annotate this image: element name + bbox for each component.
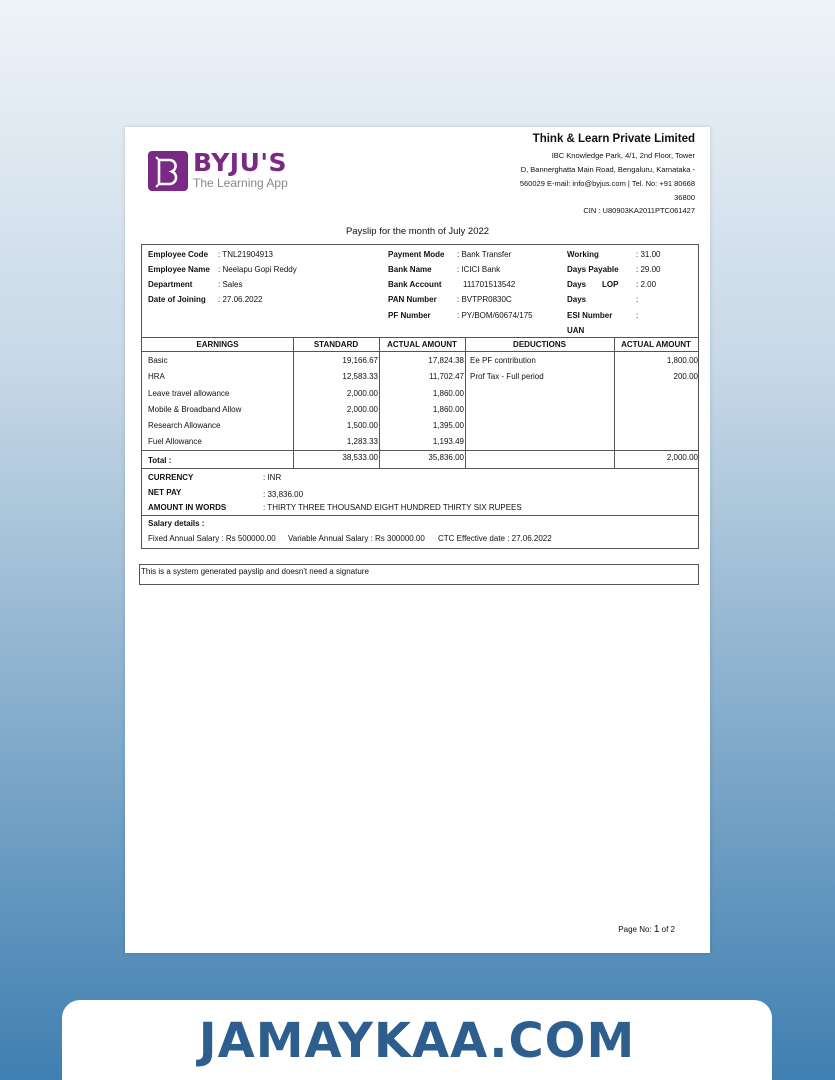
employee-code: : TNL21904913 (218, 250, 274, 259)
pay-summary (142, 469, 698, 549)
company-address-line: IBC Knowledge Park, 4/1, 2nd Floor, Tower (551, 151, 695, 160)
currency-label: CURRENCY (148, 473, 194, 482)
watermark-text: JAMAYKAA.COM (198, 1013, 636, 1069)
bank-name: : ICICI Bank (457, 265, 501, 274)
page-number (618, 924, 675, 935)
logo-tagline: The Learning App (193, 176, 288, 190)
earning-actual: 1,193.49 (432, 437, 464, 446)
total-actual: 35,836.00 (428, 453, 464, 462)
variable-salary: Variable Annual Salary : Rs 300000.00 (288, 534, 425, 543)
payable-days: : 29.00 (636, 265, 661, 274)
esi-label: ESI Number (567, 311, 613, 320)
total-label: Total : (148, 456, 172, 465)
header-deductions: DEDUCTIONS (513, 340, 566, 349)
working-label: Working (567, 250, 599, 259)
page-prefix: Page No: (618, 925, 654, 934)
company-details (485, 133, 695, 215)
earning-actual: 11,702.47 (429, 372, 464, 381)
header-ded-actual: ACTUAL AMOUNT (621, 340, 691, 349)
earning-standard: 1,283.33 (346, 437, 378, 446)
esi-number: : (636, 311, 639, 320)
pf-label: PF Number (388, 311, 431, 320)
deduction-name: Ee PF contribution (470, 356, 536, 365)
ctc-date: CTC Effective date : 27.06.2022 (438, 534, 552, 543)
watermark-banner (62, 1000, 772, 1080)
earning-name: Research Allowance (148, 421, 221, 430)
days-label: Days (567, 295, 587, 304)
earning-standard: 19,166.67 (342, 356, 378, 365)
bank-account: 111701513542 (463, 280, 516, 289)
company-address-line: D, Bannerghatta Main Road, Bengaluru, Karnataka - (520, 165, 695, 174)
earning-name: HRA (148, 372, 165, 381)
earning-standard: 12,583.33 (342, 372, 378, 381)
lop-label-b: LOP (602, 280, 619, 289)
header-actual: ACTUAL AMOUNT (387, 340, 457, 349)
system-note: This is a system generated payslip and doesn't need a signature (139, 564, 699, 585)
pan-number: : BVTPR0830C (457, 295, 512, 304)
amount-words: : THIRTY THREE THOUSAND EIGHT HUNDRED THIRTY SIX RUPEES (263, 503, 522, 512)
doj-label: Date of Joining (148, 295, 206, 304)
header-earnings: EARNINGS (196, 340, 239, 349)
company-name: Think & Learn Private Limited (532, 133, 695, 145)
bank-name-label: Bank Name (388, 265, 432, 274)
employee-info (142, 245, 698, 337)
company-address-line: 560029 E-mail: info@byjus.com | Tel. No: +91 80668 (519, 179, 695, 188)
fixed-salary: Fixed Annual Salary : Rs 500000.00 (148, 534, 276, 543)
bank-account-label: Bank Account (388, 280, 442, 289)
earning-name: Leave travel allowance (148, 389, 230, 398)
logo-name: BYJU'S (193, 148, 288, 177)
payslip-table (141, 244, 699, 549)
company-cin: CIN : U80903KA2011PTC061427 (583, 206, 695, 215)
pan-label: PAN Number (388, 295, 437, 304)
deduction-actual: 200.00 (673, 372, 698, 381)
salary-heading: Salary details : (148, 519, 205, 528)
earning-actual: 17,824.38 (428, 356, 464, 365)
net-pay-label: NET PAY (148, 488, 182, 497)
deduction-name: Prof Tax - Full period (470, 372, 544, 381)
byjus-logo-icon (148, 151, 188, 191)
page-current: 1 (653, 924, 660, 935)
uan-label: UAN (567, 326, 585, 335)
total-deductions: 2,000.00 (666, 453, 698, 462)
earning-name: Fuel Allowance (148, 437, 202, 446)
earning-actual: 1,395.00 (432, 421, 464, 430)
earning-standard: 1,500.00 (346, 421, 378, 430)
currency: : INR (263, 473, 282, 482)
earning-actual: 1,860.00 (432, 405, 464, 414)
payslip-page (125, 127, 710, 953)
net-pay: : 33,836.00 (263, 490, 304, 499)
working-days: : 31.00 (636, 250, 661, 259)
earning-name: Mobile & Broadband Allow (148, 405, 242, 414)
header-standard: STANDARD (313, 340, 359, 349)
doj: : 27.06.2022 (218, 295, 263, 304)
deduction-actual: 1,800.00 (666, 356, 698, 365)
total-standard: 38,533.00 (342, 453, 378, 462)
employee-name-label: Employee Name (148, 265, 210, 274)
lop-days: : 2.00 (636, 280, 657, 289)
employee-name: : Neelapu Gopi Reddy (218, 265, 297, 274)
earning-name: Basic (148, 356, 168, 365)
department: : Sales (218, 280, 243, 289)
page-suffix: of 2 (659, 925, 675, 934)
payslip-title: Payslip for the month of July 2022 (345, 226, 490, 237)
days-value: : (636, 295, 639, 304)
amount-words-label: AMOUNT IN WORDS (148, 503, 227, 512)
payment-mode-label: Payment Mode (388, 250, 445, 259)
company-address-line: 36800 (674, 193, 695, 202)
earnings-deductions-grid (142, 337, 698, 469)
pf-number: : PY/BOM/60674/175 (457, 311, 533, 320)
lop-label-a: Days (567, 280, 587, 289)
company-logo (148, 148, 308, 193)
earning-standard: 2,000.00 (346, 389, 378, 398)
earning-standard: 2,000.00 (346, 405, 378, 414)
earning-actual: 1,860.00 (432, 389, 464, 398)
payment-mode: : Bank Transfer (457, 250, 512, 259)
employee-code-label: Employee Code (148, 250, 209, 259)
payable-label: Days Payable (567, 265, 619, 274)
department-label: Department (148, 280, 193, 289)
